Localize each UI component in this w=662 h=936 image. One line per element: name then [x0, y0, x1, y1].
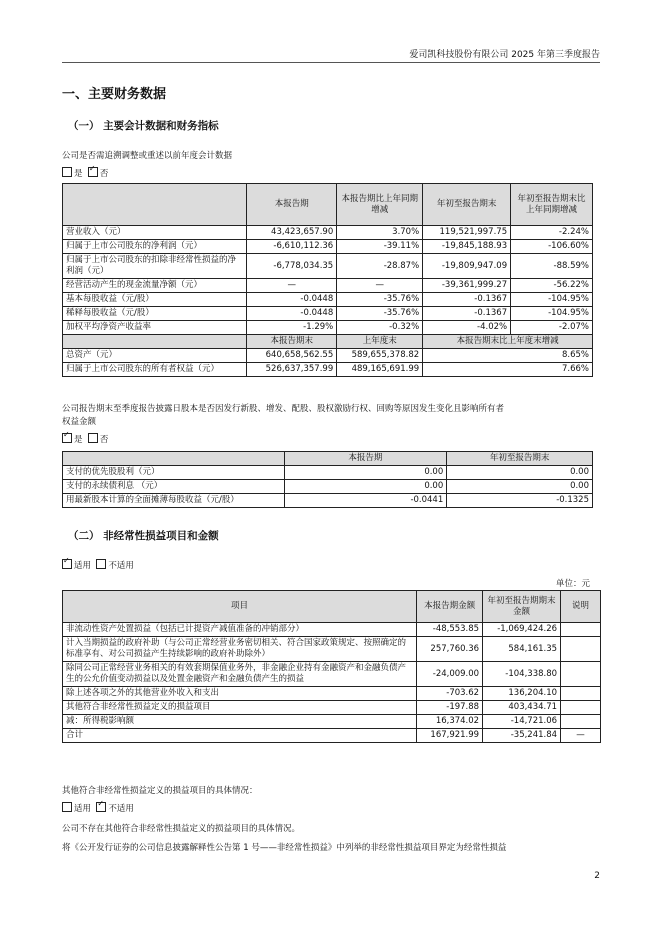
- col-header: 年初至报告期末: [447, 452, 593, 466]
- table-cell: 营业收入（元）: [63, 226, 247, 240]
- table-row: [63, 279, 593, 293]
- table-cell: 584,161.35: [483, 637, 561, 662]
- table-cell: -19,845,188.93: [423, 240, 511, 254]
- table-cell: 257,760.36: [417, 637, 483, 662]
- table-cell: 支付的优先股股利（元）: [63, 466, 285, 480]
- table-cell: 除同公司正常经营业务相关的有效套期保值业务外，非金融企业持有金融资产和金融负债产生的公允价值变动损益以及处置金融资产和金融负债产生的损益: [63, 662, 417, 687]
- table-cell: -0.1325: [447, 494, 593, 508]
- table-row: [63, 363, 593, 377]
- table-cell: 589,655,378.82: [337, 349, 423, 363]
- table-cell: 总资产（元）: [63, 349, 247, 363]
- table-cell: 非流动性资产处置损益（包括已计提资产减值准备的冲销部分）: [63, 623, 417, 637]
- col-header: 年初至报告期期末金额: [483, 591, 561, 623]
- share-change-question-cont: 权益金额: [62, 417, 97, 427]
- table-cell: -0.1367: [423, 293, 511, 307]
- table-cell: -24,009.00: [417, 662, 483, 687]
- table-cell: [561, 662, 601, 687]
- table-cell: 0.00: [284, 480, 447, 494]
- table-row: [63, 494, 593, 508]
- table-cell: -0.0441: [284, 494, 447, 508]
- table-cell: -39.11%: [337, 240, 423, 254]
- table-cell: 119,521,997.75: [423, 226, 511, 240]
- non-recurring-table: [62, 590, 601, 743]
- table-row: [63, 349, 593, 363]
- table-cell: [561, 701, 601, 715]
- table-cell: -197.88: [417, 701, 483, 715]
- table-cell: -2.24%: [511, 226, 593, 240]
- document-header: 爱司凯科技股份有限公司 2025 年第三季度报告: [409, 50, 600, 60]
- col-header: 上年度末: [337, 335, 423, 349]
- table-cell: 0.00: [284, 466, 447, 480]
- table-cell: -35,241.84: [483, 729, 561, 743]
- table-row: [63, 701, 601, 715]
- table-cell: -35.76%: [337, 293, 423, 307]
- table-cell: 43,423,657.90: [247, 226, 337, 240]
- table-cell: 支付的永续债利息 （元）: [63, 480, 285, 494]
- table-cell: 489,165,691.99: [337, 363, 423, 377]
- table-cell: —: [337, 279, 423, 293]
- other-items-answer: 公司不存在其他符合非经常性损益定义的损益项目的具体情况。: [62, 824, 301, 834]
- checkbox-yes[interactable]: [62, 167, 72, 177]
- table-row: [63, 226, 593, 240]
- table-cell: [561, 687, 601, 701]
- table-cell: [561, 637, 601, 662]
- checkbox-no[interactable]: [88, 433, 98, 443]
- table-cell: 3.70%: [337, 226, 423, 240]
- col-header: 本报告期末比上年度末增减: [423, 335, 593, 349]
- table-row: [63, 240, 593, 254]
- table-cell: -0.1367: [423, 307, 511, 321]
- table-cell: 经营活动产生的现金流量净额（元）: [63, 279, 247, 293]
- table-row: [63, 466, 593, 480]
- option-no-label: 否: [99, 169, 109, 179]
- option-yes-label: 是: [74, 169, 83, 179]
- table-cell: 用最新股本计算的全面摊薄每股收益（元/股）: [63, 494, 285, 508]
- table-cell: -1,069,424.26: [483, 623, 561, 637]
- col-header: 年初至报告期末比上年同期增减: [511, 184, 593, 226]
- table-cell: -19,809,947.09: [423, 254, 511, 279]
- table-cell: 526,637,357.99: [247, 363, 337, 377]
- share-change-options: ✓是 否: [62, 433, 108, 445]
- table-cell: 136,204.10: [483, 687, 561, 701]
- table-row: [63, 729, 601, 743]
- table-cell: 640,658,562.55: [247, 349, 337, 363]
- table-cell: —: [247, 279, 337, 293]
- page-number: 2: [594, 871, 600, 881]
- col-header: 项目: [63, 591, 417, 623]
- checkbox-not-apply[interactable]: [96, 802, 106, 812]
- col-header: 本报告期: [284, 452, 447, 466]
- table-row: [63, 687, 601, 701]
- header-rule: [62, 62, 600, 63]
- table-cell: 加权平均净资产收益率: [63, 321, 247, 335]
- checkbox-yes[interactable]: [62, 433, 72, 443]
- table-cell: 归属于上市公司股东的扣除非经常性损益的净利润（元）: [63, 254, 247, 279]
- table-cell: 16,374.02: [417, 715, 483, 729]
- key-financials-table: [62, 183, 593, 377]
- table-cell: 计入当期损益的政府补助（与公司正常经营业务密切相关、符合国家政策规定、按照确定的标准享有、对公司损益产生持续影响的政府补助除外）: [63, 637, 417, 662]
- table-row: [63, 623, 601, 637]
- table-cell: -0.32%: [337, 321, 423, 335]
- table-cell: -6,778,034.35: [247, 254, 337, 279]
- col-header: 年初至报告期末: [423, 184, 511, 226]
- table-row: [63, 307, 593, 321]
- table-cell: 除上述各项之外的其他营业外收入和支出: [63, 687, 417, 701]
- restate-options: [62, 167, 108, 179]
- col-header: 本报告期金额: [417, 591, 483, 623]
- table-cell: 8.65%: [423, 349, 593, 363]
- table-row: [63, 321, 593, 335]
- checkbox-apply[interactable]: [62, 559, 72, 569]
- apply-options: ✓适用 不适用: [62, 559, 134, 571]
- table-cell: -0.0448: [247, 293, 337, 307]
- table-cell: -56.22%: [511, 279, 593, 293]
- table-cell: -104.95%: [511, 307, 593, 321]
- section-title: 一、主要财务数据: [62, 87, 167, 102]
- table-cell: [561, 715, 601, 729]
- subsection-title-1: （一） 主要会计数据和财务指标: [68, 120, 219, 132]
- col-header: 本报告期末: [247, 335, 337, 349]
- table-cell: 403,434.71: [483, 701, 561, 715]
- table-cell: 稀释每股收益（元/股）: [63, 307, 247, 321]
- table-cell: -88.59%: [511, 254, 593, 279]
- reclassification-note: 将《公开发行证券的公司信息披露解释性公告第 1 号——非经常性损益》中列举的非经常性损益项目界定为经常性损益: [62, 843, 507, 853]
- checkbox-apply[interactable]: [62, 802, 72, 812]
- table-cell: 7.66%: [423, 363, 593, 377]
- table-cell: -48,553.85: [417, 623, 483, 637]
- table-cell: 基本每股收益（元/股）: [63, 293, 247, 307]
- table-cell: -6,610,112.36: [247, 240, 337, 254]
- table-cell: -14,721.06: [483, 715, 561, 729]
- table-cell: -4.02%: [423, 321, 511, 335]
- other-items-question: 其他符合非经常性损益定义的损益项目的具体情况：: [62, 786, 258, 796]
- table-cell: 归属于上市公司股东的净利润（元）: [63, 240, 247, 254]
- table-cell: -0.0448: [247, 307, 337, 321]
- table-cell: -35.76%: [337, 307, 423, 321]
- table-row: [63, 715, 601, 729]
- table-cell: -104.95%: [511, 293, 593, 307]
- table-cell: -28.87%: [337, 254, 423, 279]
- table-cell: -106.60%: [511, 240, 593, 254]
- table-cell: 归属于上市公司股东的所有者权益（元）: [63, 363, 247, 377]
- diluted-eps-table: [62, 451, 593, 508]
- table-cell: -39,361,999.27: [423, 279, 511, 293]
- table-row: [63, 662, 601, 687]
- col-header: 本报告期: [247, 184, 337, 226]
- col-header: 本报告期比上年同期增减: [337, 184, 423, 226]
- table-cell: —: [561, 729, 601, 743]
- table-row: [63, 293, 593, 307]
- table-cell: -104,338.80: [483, 662, 561, 687]
- table-cell: -703.62: [417, 687, 483, 701]
- table-row: [63, 637, 601, 662]
- table-cell: 0.00: [447, 480, 593, 494]
- table-cell: -2.07%: [511, 321, 593, 335]
- table-row: [63, 480, 593, 494]
- checkbox-not-apply[interactable]: [96, 559, 106, 569]
- share-change-question: 公司报告期末至季度报告披露日股本是否因发行新股、增发、配股、股权激励行权、回购等原因发生变化且影响所有者: [62, 404, 505, 414]
- table-cell: -1.29%: [247, 321, 337, 335]
- unit-label: 单位：元: [555, 579, 590, 589]
- table-cell: 合计: [63, 729, 417, 743]
- col-header: 说明: [561, 591, 601, 623]
- table-cell: 其他符合非经常性损益定义的损益项目: [63, 701, 417, 715]
- table-cell: 0.00: [447, 466, 593, 480]
- checkbox-no[interactable]: [88, 167, 98, 177]
- table-cell: [561, 623, 601, 637]
- table-row: [63, 254, 593, 279]
- table-cell: 减：所得税影响额: [63, 715, 417, 729]
- restate-question: 公司是否需追溯调整或重述以前年度会计数据: [62, 151, 233, 161]
- table-cell: 167,921.99: [417, 729, 483, 743]
- other-apply-options: 适用 ✓ 不适用: [62, 802, 134, 814]
- subsection-title-2: （二） 非经常性损益项目和金额: [68, 530, 219, 542]
